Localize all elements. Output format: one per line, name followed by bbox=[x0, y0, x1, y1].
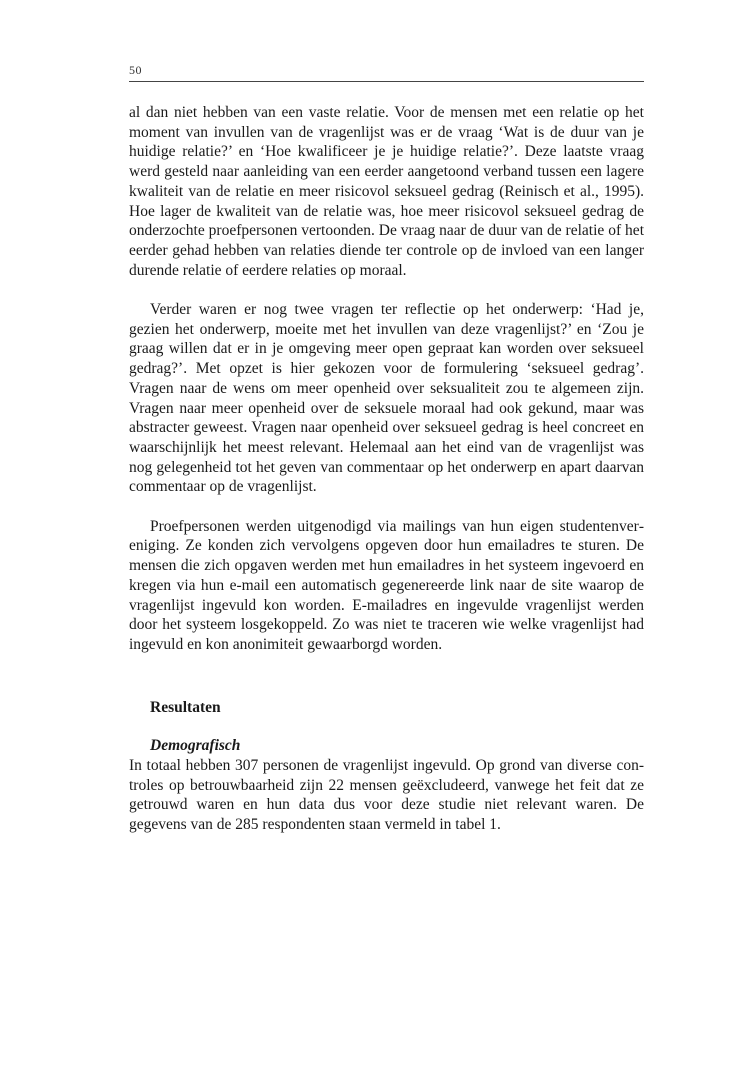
paragraph-reflection-questions: Verder waren er nog twee vragen ter reflectie op het onderwerp: ‘Had je, gezien het onderwerp, moeite met het invullen van deze vragenlijst?’ en ‘Zou je graag willen dat er in je omgeving meer open gepraat kan worden over seksueel gedrag?’. Met opzet is hier gekozen voor de formulering ‘seksueel gedrag’. Vragen naar de wens om meer openheid over seksualiteit zou te algemeen zijn. Vragen naar meer openheid over de seksuele moraal had ook gekund, maar was abstracter geweest. Vragen naar openheid over seksueel gedrag is heel concreet en waarschijnlijk het meest relevant. Helemaal aan het eind van de vragenlijst was nog gelegenheid tot het geven van commentaar op het onderwerp en apart daarvan commentaar op de vragenlijst. bbox=[129, 301, 644, 496]
page-number: 50 bbox=[129, 63, 142, 77]
header-rule bbox=[129, 81, 644, 82]
subsection-heading-demografisch: Demografisch bbox=[150, 737, 241, 755]
section-heading-resultaten: Resultaten bbox=[150, 698, 221, 716]
paragraph-demographics: In totaal hebben 307 personen de vragenlijst ingevuld. Op grond van diverse controles op betrouwbaarheid zijn 22 mensen geëxcludeerd, vanwege het feit dat ze getrouwd waren en hun data dus voor deze studie niet relevant waren. De gegevens van de 285 respondenten staan vermeld in tabel 1. bbox=[129, 757, 644, 834]
paragraph-relationship-questions: al dan niet hebben van een vaste relatie. Voor de mensen met een relatie op het moment van invullen van de vragenlijst was er de vraag ‘Wat is de duur van je huidige relatie?’ en ‘Hoe kwalificeer je je huidige relatie?’. Deze laatste vraag werd gesteld naar aanleiding van een eerder aangetoond verband tussen een lagere kwaliteit van de relatie en meer risicovol seksueel gedrag (Reinisch et al., 1995). Hoe lager de kwaliteit van de relatie was, hoe meer risicovol seksueel gedrag de onderzochte proefpersonen vertoonden. De vraag naar de duur van de relatie of het eerder gehad hebben van relaties diende ter controle op de invloed van een langer durende relatie of eerdere relaties op moraal. bbox=[129, 104, 644, 279]
paragraph-recruitment: Proefpersonen werden uitgenodigd via mailings van hun eigen studentenvereniging. Ze konden zich vervolgens opgeven door hun emailadres te sturen. De mensen die zich opgaven werden met hun emailadres in het systeem ingevoerd en kregen via hun e-mail een automatisch gegenereerde link naar de site waarop de vragenlijst ingevuld kon worden. E-mailadres en ingevulde vragenlijst werden door het systeem losgekoppeld. Zo was niet te traceren wie welke vragenlijst had ingevuld en kon anonimiteit gewaarborgd worden. bbox=[129, 517, 644, 653]
body-text bbox=[129, 103, 644, 835]
